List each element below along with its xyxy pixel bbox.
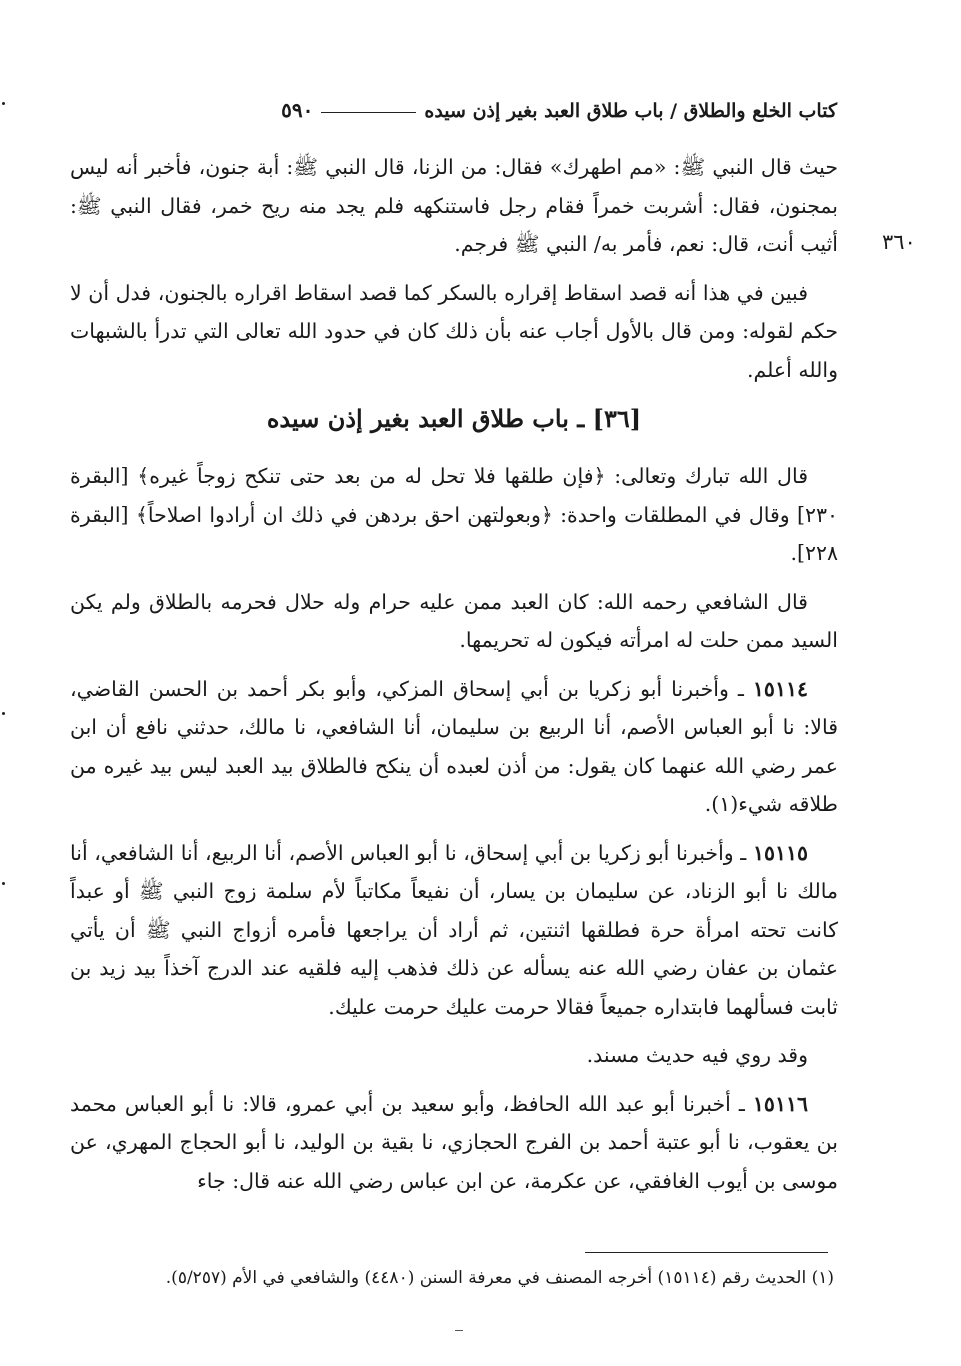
margin-volume-number: ٣٦٠ [882,230,916,254]
header-rule [321,111,416,113]
paragraph: قال الله تبارك وتعالى: ﴿فإن طلقها فلا تحل له من بعد حتى تنكح زوجاً غيره﴾ [البقرة ٢٣٠] وقال في المطلقات واحدة: ﴿وبعولتهن احق بردهن في ذلك ان أرادوا اصلاحاً﴾ [البقرة ٢٢٨]. [70,464,838,565]
section-heading: [٣٦] ـ باب طلاق العبد بغير إذن سيده [266,404,642,433]
paragraph: حيث قال النبي ﷺ: «مم اطهرك» فقال: من الزنا، قال النبي ﷺ: أبة جنون، فأخبر أنه ليس بمجنون، فقال: أشربت خمراً فقام رجل فاستنكهه فلم يجد منه ريح خمر، فقال النبي ﷺ: أثيب أنت، قال: نعم، فأمر به/ النبي ﷺ فرجم. [70,155,838,256]
hadith-paragraph [70,1085,838,1201]
hadith-text: ـ أخبرنا أبو عبد الله الحافظ، وأبو سعيد بن أبي عمرو، قالا: نا أبو العباس محمد بن يعقوب، نا أبو عتبة أحمد بن الفرج الحجازي، نا بقية بن الوليد، نا أبو الحجاج المهري، عن موسى بن أيوب الغافقي، عن عكرمة، عن ابن عباس رضي الله عنه قال: جاء [70,1091,838,1193]
scan-dot [2,102,5,105]
paragraph: فبين في هذا أنه قصد اسقاط إقراره بالسكر كما قصد اسقاط اقراره بالجنون، فدل أن لا حكم لقوله: ومن قال بالأول أجاب عنه بأن ذلك كان في حدود الله تعالى التي تدرأ بالشبهات والله أعلم. [70,280,838,382]
page-number: ٥٩٠ [281,98,314,122]
running-title: كتاب الخلع والطلاق / باب طلاق العبد بغير إذن سيده [424,100,837,122]
running-header [62,86,837,122]
scan-mark [455,1330,463,1331]
hadith-number: ١٥١١٦ [752,1091,808,1116]
hadith-paragraph [70,834,838,1027]
scan-dot [2,712,5,715]
main-text [70,148,838,1210]
scan-dot [2,882,5,885]
note-paragraph: وقد روي فيه حديث مسند. [586,1043,808,1067]
hadith-number: ١٥١١٥ [752,840,808,865]
hadith-text: ـ وأخبرنا أبو زكريا بن أبي إسحاق، نا أبو العباس الأصم، أنا الربيع، أنا الشافعي، أنا مالك نا أبو الزناد، عن سليمان بن يسار، أن نفيعاً مكاتباً لأم سلمة زوج النبي ﷺ أو عبداً كانت تحته امرأة حرة فطلقها اثنتين، ثم أراد أن يراجعها فأمره أزواج النبي ﷺ أن يأتي عثمان بن عفان رضي الله عنه يسأله عن ذلك فذهب إليه فلقيه عند الدرج آخذاً بيد زيد بن ثابت فسألهما فابتداره جميعاً فقالا حرمت عليك حرمت عليك. [70,840,838,1019]
hadith-number: ١٥١١٤ [752,676,808,701]
paragraph: قال الشافعي رحمه الله: كان العبد ممن عليه حرام وله حلال فحرمه بالطلاق ولم يكن السيد ممن حلت له امرأته فيكون له تحريمها. [70,589,838,652]
footnote: (١) الحديث رقم (١٥١١٤) أخرجه المصنف في معرفة السنن (٤٤٨٠) والشافعي في الأم (٥/٢٥٧). [165,1268,834,1288]
footnote-rule [585,1252,828,1253]
hadith-text: ـ وأخبرنا أبو زكريا بن أبي إسحاق المزكي، وأبو بكر أحمد بن الحسن القاضي، قالا: نا أبو العباس الأصم، أنا الربيع بن سليمان، أنا الشافعي، نا مالك، حدثني نافع أن ابن عمر رضي الله عنهما كان يقول: من أذن لعبده أن ينكح فالطلاق بيد العبد ليس بيد غيره من طلاقه شيء(١). [70,676,838,816]
hadith-paragraph [70,670,838,824]
